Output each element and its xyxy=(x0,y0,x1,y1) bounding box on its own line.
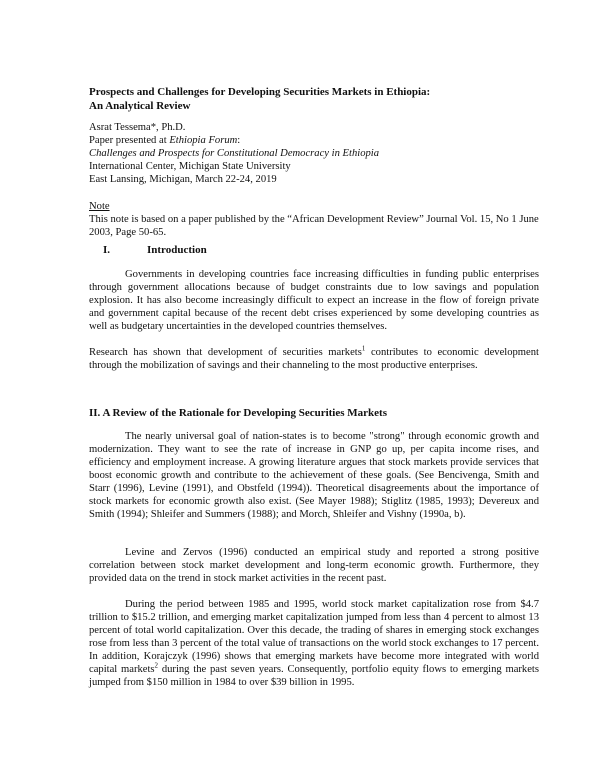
footnote-ref-2: 2 xyxy=(154,661,159,670)
section-heading-introduction xyxy=(89,244,539,257)
paragraph-5 xyxy=(89,598,539,689)
paragraph-2-text-a: Research has shown that development of securities markets xyxy=(89,347,362,358)
section-number: I. xyxy=(103,244,111,256)
paragraph-1: Governments in developing countries face increasing difficulties in funding public enterprises through government allocations because of budget constraints due to low savings and population explosion. It has also become increasingly difficult to expect an increase in the flow of foreign private and government capital because of the recent debt crises experienced by some developing countries as well as budgetary uncertainties in the developed countries themselves. xyxy=(89,269,539,332)
paragraph-4: Levine and Zervos (1996) conducted an empirical study and reported a strong positive correlation between stock market development and long-term economic growth. Furthermore, they provided data on the trend in stock market activities in the recent past. xyxy=(89,547,539,584)
paragraph-3: The nearly universal goal of nation-states is to become "strong" through economic growth and modernization. They want to see the rate of increase in GNP go up, per capita income rises, and efficiency and employment increase. A growing literature argues that stock markets provide services that boost economic growth and contribute to the achievement of these goals. (See Bencivenga, Smith and Starr (1996), Levine (1991), and Obstfeld (1994)). Theoretical disagreements about the importance of stock markets for economic growth also exist. (See Mayer 1988); Stiglitz (1985, 1993); Devereux and Smith (1994); Shleifer and Summers (1988); and Morch, Shleifer and Vishny (1990a, b). xyxy=(89,431,539,520)
presentation-line xyxy=(89,134,539,147)
title-line-1: Prospects and Challenges for Developing Securities Markets in Ethiopia: xyxy=(89,86,431,98)
paragraph-5-text-b: during the past seven years. Consequently, portfolio equity flows to emerging markets jumped from $150 million in 1984 to over $39 billion in 1995. xyxy=(89,664,539,688)
note-label: Note xyxy=(89,201,110,212)
paragraph-5-text-a: During the period between 1985 and 1995, world stock market capitalization rose from $4.7 trillion to $15.2 trillion, and emerging market capitalization jumped from less than 4 percent to almost 13 percent of total world capitalization. Over this decade, the trading of shares in emerging stock exchanges rose from less than 3 percent of the total value of transactions on the world stock exchanges to 17 percent. In addition, Korajczyk (1996) shows that emerging markets have become more integrated with world capital markets xyxy=(89,599,539,675)
paragraph-2-text-b: contributes to economic development through the mobilization of savings and their channeling to the most productive enterprises. xyxy=(89,347,539,371)
paper-title xyxy=(89,86,539,113)
author-block xyxy=(89,121,539,186)
section-title: Introduction xyxy=(147,244,207,256)
section-heading-rationale: II. A Review of the Rationale for Developing Securities Markets xyxy=(89,407,387,419)
title-line-2: An Analytical Review xyxy=(89,99,191,112)
note-block xyxy=(89,200,539,239)
footnote-ref-1: 1 xyxy=(361,344,366,353)
forum-name: Ethiopia Forum xyxy=(169,135,238,146)
paragraph-2 xyxy=(89,346,539,372)
presented-prefix: Paper presented at xyxy=(89,135,170,146)
forum-subtitle: Challenges and Prospects for Constitutional Democracy in Ethiopia xyxy=(89,148,380,159)
venue: International Center, Michigan State University xyxy=(89,161,291,172)
location-date: East Lansing, Michigan, March 22-24, 2019 xyxy=(89,174,277,185)
presented-suffix: : xyxy=(237,135,241,146)
note-text: This note is based on a paper published by the “African Development Review” Journal Vol. 15, No 1 June 2003, Page 50-65. xyxy=(89,214,539,238)
author-name: Asrat Tessema*, Ph.D. xyxy=(89,122,186,133)
